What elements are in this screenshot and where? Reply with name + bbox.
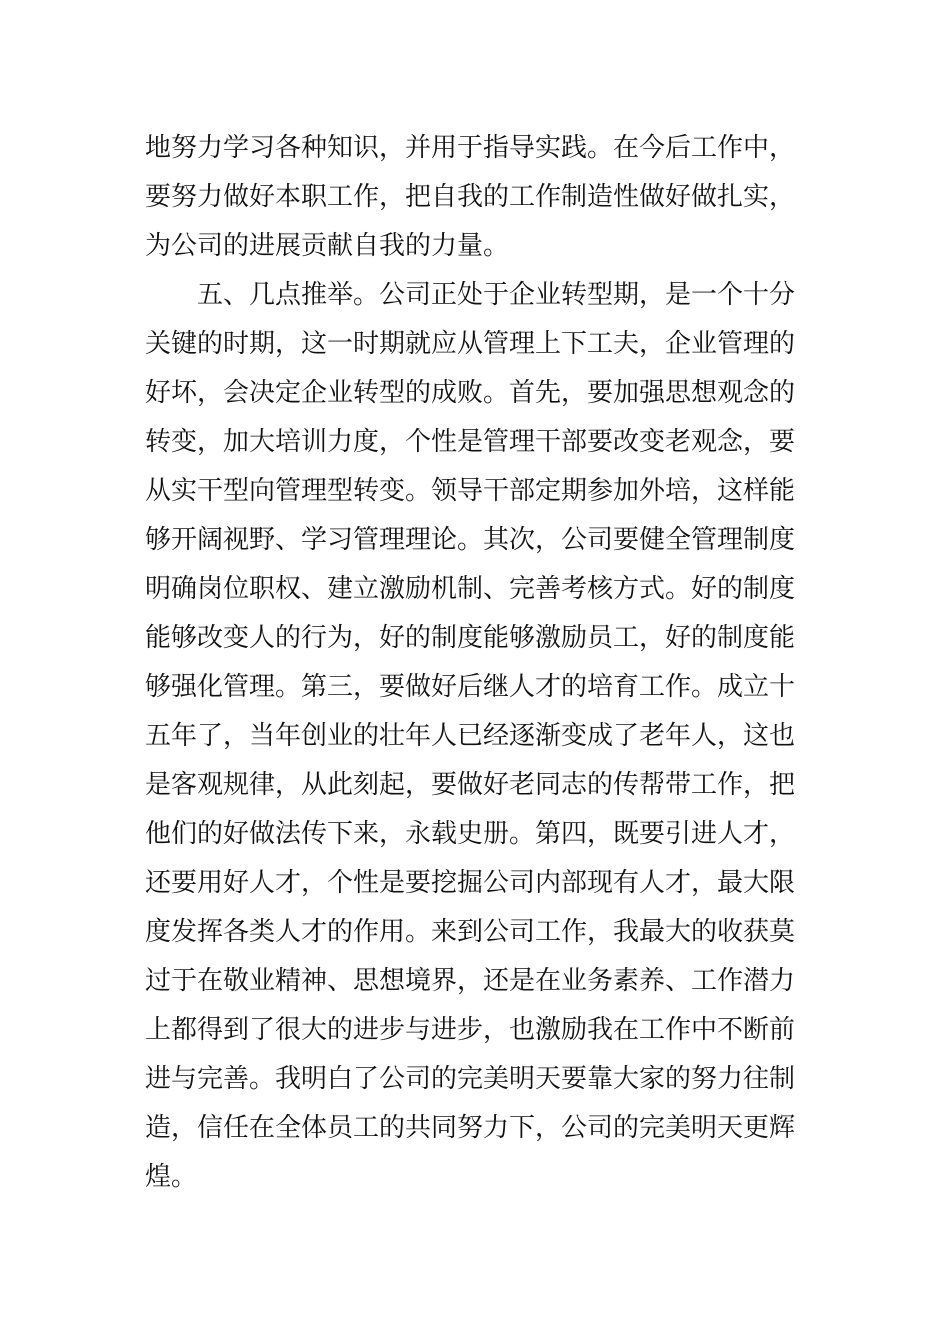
text-line: 五、几点推举。公司正处于企业转型期，是一个十分	[145, 280, 796, 310]
text-line: 度发挥各类人才的作用。来到公司工作，我最大的收获莫	[145, 917, 796, 947]
text-line: 能够改变人的行为，好的制度能够激励员工，好的制度能	[145, 623, 796, 653]
text-line: 为公司的进展贡献自我的力量。	[145, 231, 510, 261]
text-line: 转变，加大培训力度，个性是管理干部要改变老观念，要	[145, 427, 796, 457]
text-line: 从实干型向管理型转变。领导干部定期参加外培，这样能	[145, 476, 796, 506]
text-line: 好坏，会决定企业转型的成败。首先，要加强思想观念的	[145, 378, 796, 408]
text-line: 够强化管理。第三，要做好后继人才的培育工作。成立十	[145, 672, 796, 702]
text-line: 过于在敬业精神、思想境界，还是在业务素养、工作潜力	[145, 966, 796, 996]
text-line: 地努力学习各种知识，并用于指导实践。在今后工作中，	[145, 133, 796, 163]
text-line: 关键的时期，这一时期就应从管理上下工夫，企业管理的	[145, 329, 796, 359]
text-line: 造，信任在全体员工的共同努力下，公司的完美明天更辉	[145, 1113, 796, 1143]
text-line: 五年了，当年创业的壮年人已经逐渐变成了老年人，这也	[145, 721, 796, 751]
text-line: 上都得到了很大的进步与进步，也激励我在工作中不断前	[145, 1015, 796, 1045]
text-line: 要努力做好本职工作，把自我的工作制造性做好做扎实，	[145, 182, 796, 212]
paragraph-2	[145, 271, 810, 1202]
text-line: 是客观规律，从此刻起，要做好老同志的传帮带工作，把	[145, 770, 796, 800]
text-line: 明确岗位职权、建立激励机制、完善考核方式。好的制度	[145, 574, 796, 604]
text-line: 进与完善。我明白了公司的完美明天要靠大家的努力往制	[145, 1064, 796, 1094]
text-line: 还要用好人才，个性是要挖掘公司内部现有人才，最大限	[145, 868, 796, 898]
text-line: 煌。	[145, 1162, 198, 1192]
text-line: 够开阔视野、学习管理理论。其次，公司要健全管理制度	[145, 525, 796, 555]
text-line: 他们的好做法传下来，永载史册。第四，既要引进人才，	[145, 819, 796, 849]
paragraph-1	[145, 124, 810, 271]
